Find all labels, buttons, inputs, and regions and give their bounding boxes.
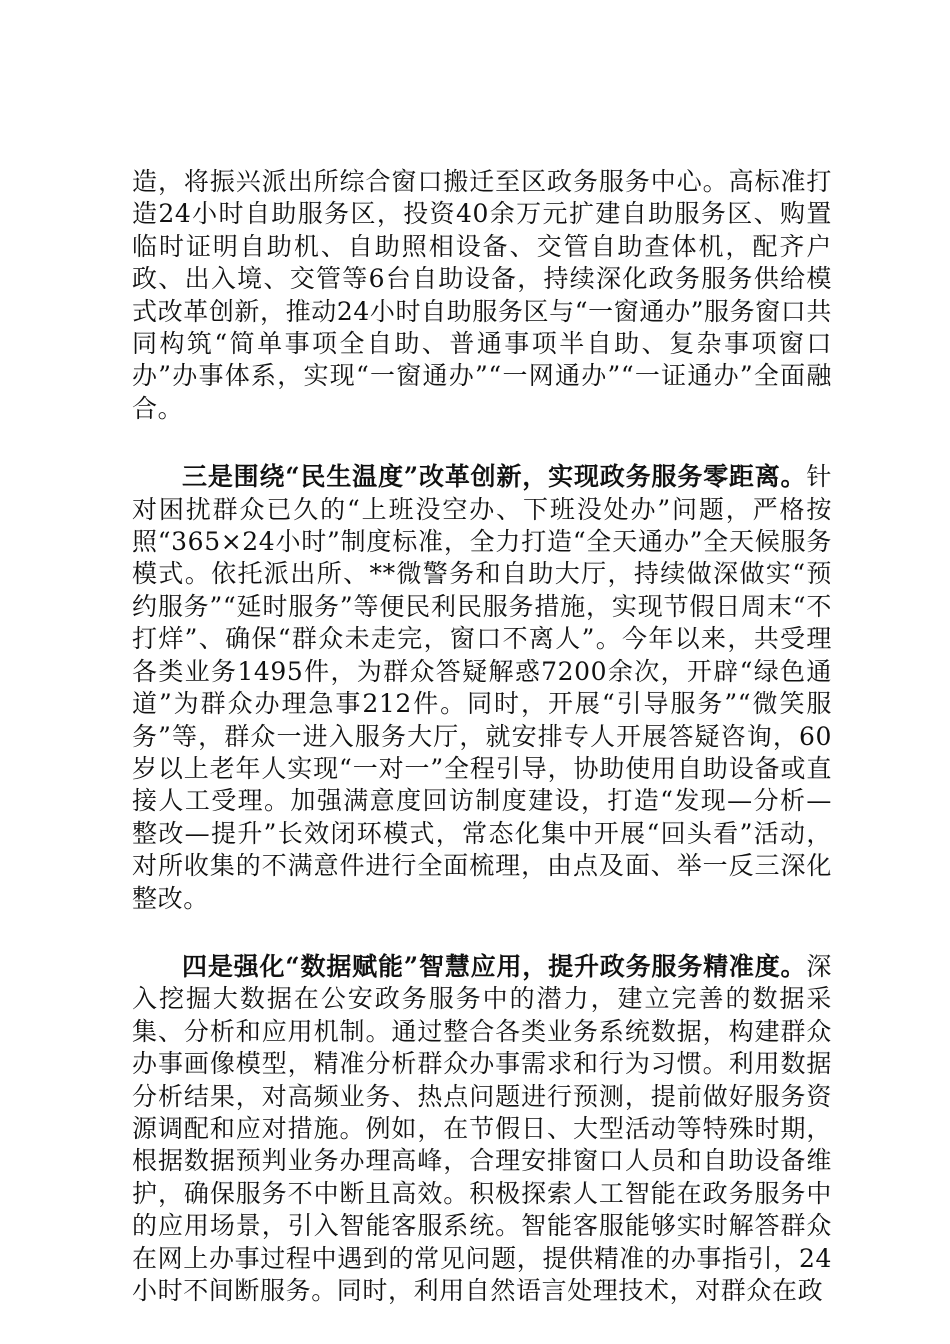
paragraph-3-body: 深入挖掘大数据在公安政务服务中的潜力，建立完善的数据采集、分析和应用机制。通过整合各类业务系统数据，构建群众办事画像模型，精准分析群众办事需求和行为习惯。利用数据分析结果，对高频业务、热点问题进行预测，提前做好服务资源调配和应对措施。例如，在节假日、大型活动等特殊时期，根据数据预判业务办理高峰，合理安排窗口人员和自助设备维护，确保服务不中断且高效。积极探索人工智能在政务服务中的应用场景，引入智能客服系统。智能客服能够实时解答群众在网上办事过程中遇到的常见问题，提供精准的办事指引，24小时不间断服务。同时，利用自然语言处理技术，对群众在政 bbox=[132, 951, 832, 1305]
paragraph-point-four bbox=[132, 951, 832, 1307]
paragraph-2-body: 针对困扰群众已久的“上班没空办、下班没处办”问题，严格按照“365×24小时”制度标准，全力打造“全天通办”全天候服务模式。依托派出所、**微警务和自助大厅，持续做深做实“预约服务”“延时服务”等便民利民服务措施，实现节假日周末“不打烊”、确保“群众未走完，窗口不离人”。今年以来，共受理各类业务1495件，为群众答疑解惑7200余次，开辟“绿色通道”为群众办理急事212件。同时，开展“引导服务”“微笑服务”等，群众一进入服务大厅，就安排专人开展答疑咨询，60岁以上老年人实现“一对一”全程引导，协助使用自助设备或直接人工受理。加强满意度回访制度建设，打造“发现—分析—整改—提升”长效闭环模式，常态化集中开展“回头看”活动，对所收集的不满意件进行全面梳理，由点及面、举一反三深化整改。 bbox=[132, 462, 832, 913]
paragraph-1-body: 造，将振兴派出所综合窗口搬迁至区政务服务中心。高标准打造24小时自助服务区，投资40余万元扩建自助服务区、购置临时证明自助机、自助照相设备、交管自助查体机，配齐户政、出入境、交管等6台自助设备，持续深化政务服务供给模式改革创新，推动24小时自助服务区与“一窗通办”服务窗口共同构筑“简单事项全自助、普通事项半自助、复杂事项窗口办”办事体系，实现“一窗通办”“一网通办”“一证通办”全面融合。 bbox=[132, 167, 832, 423]
paragraph-gap bbox=[132, 425, 832, 461]
paragraph-3-heading: 四是强化“数据赋能”智慧应用，提升政务服务精准度。 bbox=[182, 951, 807, 981]
paragraph-point-three bbox=[132, 461, 832, 915]
document-body bbox=[132, 166, 832, 1307]
paragraph-gap bbox=[132, 915, 832, 951]
paragraph-2-heading: 三是围绕“民生温度”改革创新，实现政务服务零距离。 bbox=[182, 462, 807, 492]
paragraph-continuation bbox=[132, 166, 832, 425]
